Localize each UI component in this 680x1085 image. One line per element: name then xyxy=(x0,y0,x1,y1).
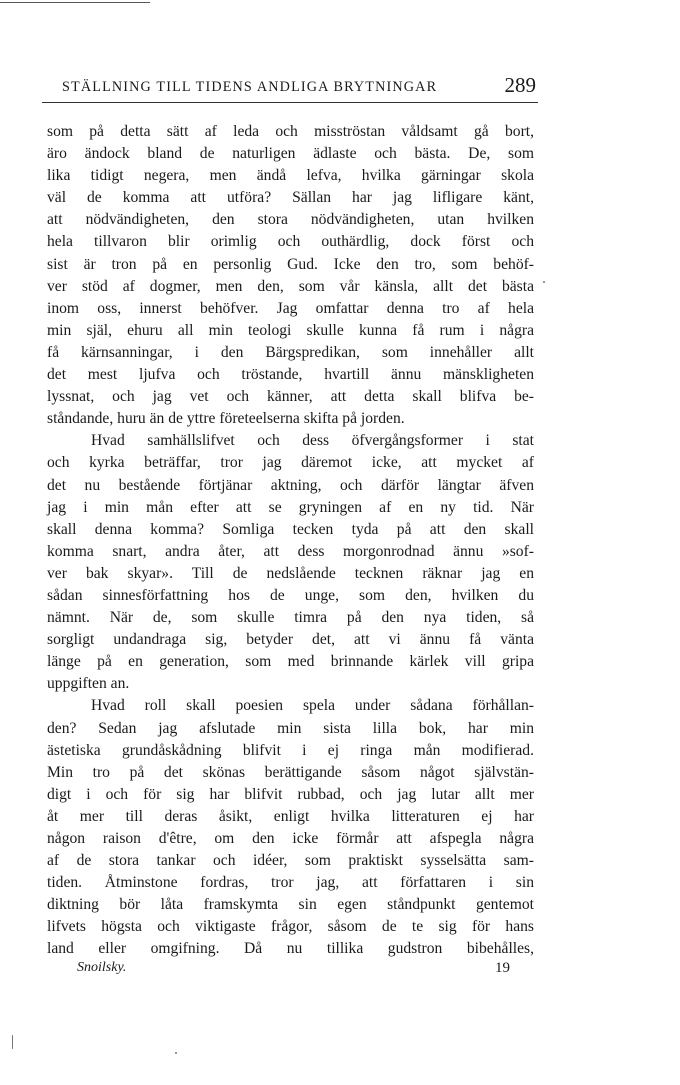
text-line: tiden. Åtminstone fordras, tror jag, att författaren i sin xyxy=(47,874,534,892)
text-line: lyssnat, och jag vet och känner, att detta skall blifva be- xyxy=(47,388,534,406)
text-line: det nu bestående förtjänar aktning, och därför längtar äfven xyxy=(47,476,534,494)
text-line: hela tillvaron blir orimlig och outhärdlig, dock först och xyxy=(47,233,534,251)
text-line: lika tidigt negera, men ändå lefva, hvilka gärningar skola xyxy=(47,167,534,185)
text-line: få kärnsanningar, i den Bärgspredikan, som innehåller allt xyxy=(47,343,534,361)
text-line: Hvad roll skall poesien spela under sådana förhållan- xyxy=(91,697,534,715)
text-line: min själ, ehuru all min teologi skulle kunna få rum i några xyxy=(47,321,534,339)
top-edge-rule xyxy=(0,2,150,3)
signature-mark: Snoilsky. xyxy=(77,960,127,975)
text-line: som på detta sätt af leda och misströstan våldsamt gå bort, xyxy=(47,123,534,140)
text-line: digt i och för sig har blifvit rubbad, och jag lutar allt mer xyxy=(47,785,534,803)
text-line: diktning bör låta framskymta sin egen ståndpunkt gentemot xyxy=(47,896,534,914)
text-line: Min tro på det skönas berättigande såsom något självstän- xyxy=(47,763,534,781)
text-line: ver bak skyar». Till de nedslående tecknen räknar jag en xyxy=(47,564,534,582)
page-header xyxy=(48,73,536,97)
text-line: ästetiska grundåskådning blifvit i ej ringa mån modifierad. xyxy=(47,741,534,759)
text-line: åt mer till deras åsikt, enligt hvilka litteraturen ej har xyxy=(47,807,534,825)
text-line: Hvad samhällslifvet och dess öfvergångsformer i stat xyxy=(91,432,534,450)
text-line: land eller omgifning. Då nu tillika gudstron bibehålles, xyxy=(47,940,534,958)
text-line: det mest ljufva och tröstande, hvartill ännu mänskligheten xyxy=(47,366,534,384)
body-text xyxy=(47,121,534,961)
paper-speck xyxy=(543,281,545,283)
running-head: STÄLLNING TILL TIDENS ANDLIGA BRYTNINGAR xyxy=(62,79,438,95)
text-line: sist är tron på en personlig Gud. Icke den tro, som behöf- xyxy=(47,255,534,273)
text-line: och kyrka beträffar, tror jag däremot icke, att mycket af xyxy=(47,454,534,472)
text-line: att nödvändigheten, den stora nödvändigheten, utan hvilken xyxy=(47,211,534,229)
page-number: 289 xyxy=(504,73,536,97)
text-line: sorgligt undandraga sig, betyder det, att vi ännu få vänta xyxy=(47,631,534,649)
header-rule xyxy=(42,102,538,103)
paper-speck xyxy=(12,1035,13,1049)
text-line: af de stora tankar och idéer, som praktiskt sysselsätta sam- xyxy=(47,852,534,870)
text-line: äro ändock bland de naturligen ädlaste och bästa. De, som xyxy=(47,145,534,163)
text-line: uppgiften an. xyxy=(47,675,130,693)
text-line: skall denna komma? Somliga tecken tyda på att den skall xyxy=(47,520,534,538)
text-line: jag i min mån efter att se gryningen af en ny tid. När xyxy=(47,498,534,516)
text-line: ståndande, huru än de yttre företeelserna skifta på jorden. xyxy=(47,410,405,428)
text-line: komma snart, andra åter, att dess morgonrodnad ännu »sof- xyxy=(47,542,534,560)
text-line: ver stöd af dogmer, men den, som vår känsla, allt det bästa xyxy=(47,277,534,295)
text-line: någon raison d'être, om den icke förmår att afspegla några xyxy=(47,830,534,847)
text-line: nämnt. När de, som skulle timra på den nya tiden, så xyxy=(47,609,534,627)
text-line: inom oss, innerst behöfver. Jag omfattar denna tro af hela xyxy=(47,299,534,317)
text-line: väl de komma att utföra? Sällan har jag lifligare känt, xyxy=(47,189,534,207)
page-footer xyxy=(77,960,517,984)
text-line: lifvets högsta och viktigaste frågor, såsom de te sig för hans xyxy=(47,918,534,936)
paper-speck xyxy=(175,1052,177,1054)
text-line: länge på en generation, som med brinnande kärlek vill gripa xyxy=(47,653,534,671)
sheet-number: 19 xyxy=(495,960,510,976)
text-line: den? Sedan jag afslutade min sista lilla bok, har min xyxy=(47,719,534,737)
text-line: sådan sinnesförfattning hos de unge, som den, hvilken du xyxy=(47,586,534,604)
